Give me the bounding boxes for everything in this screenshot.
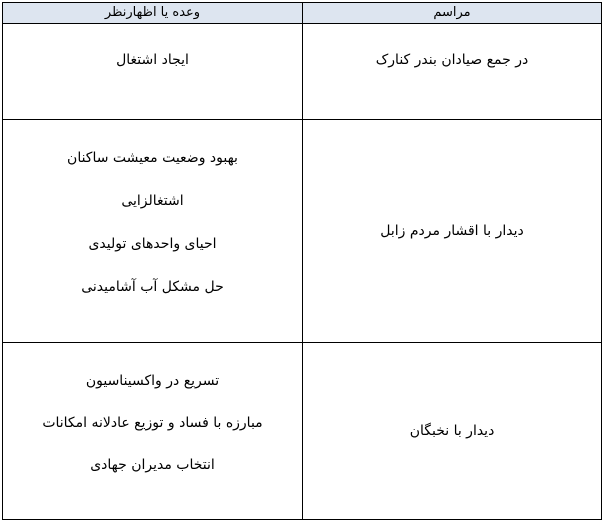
row-3-promises bbox=[3, 343, 303, 519]
promise-item: اشتغالزایی bbox=[121, 193, 184, 209]
header-promise: وعده یا اظهارنظر bbox=[3, 3, 303, 24]
row-1-event: در جمع صیادان بندر کنارک bbox=[303, 24, 601, 120]
promise-item: انتخاب مدیران جهادی bbox=[90, 457, 215, 473]
promise-item: بهبود وضعیت معیشت ساکنان bbox=[67, 150, 238, 166]
promise-item: مبارزه با فساد و توزیع عادلانه امکانات bbox=[42, 415, 263, 431]
row-2-promises bbox=[3, 120, 303, 343]
row-1-promises bbox=[3, 24, 303, 120]
promise-item: حل مشکل آب آشامیدنی bbox=[81, 279, 224, 295]
events-promises-table bbox=[2, 2, 602, 520]
row-3-event: دیدار با نخبگان bbox=[409, 423, 495, 439]
promise-item: ایجاد اشتغال bbox=[116, 52, 189, 68]
promise-item: تسریع در واکسیناسیون bbox=[85, 373, 220, 389]
promise-item: احیای واحدهای تولیدی bbox=[88, 236, 217, 252]
row-2-event: دیدار با اقشار مردم زابل bbox=[303, 120, 601, 343]
header-event: مراسم bbox=[303, 3, 601, 24]
